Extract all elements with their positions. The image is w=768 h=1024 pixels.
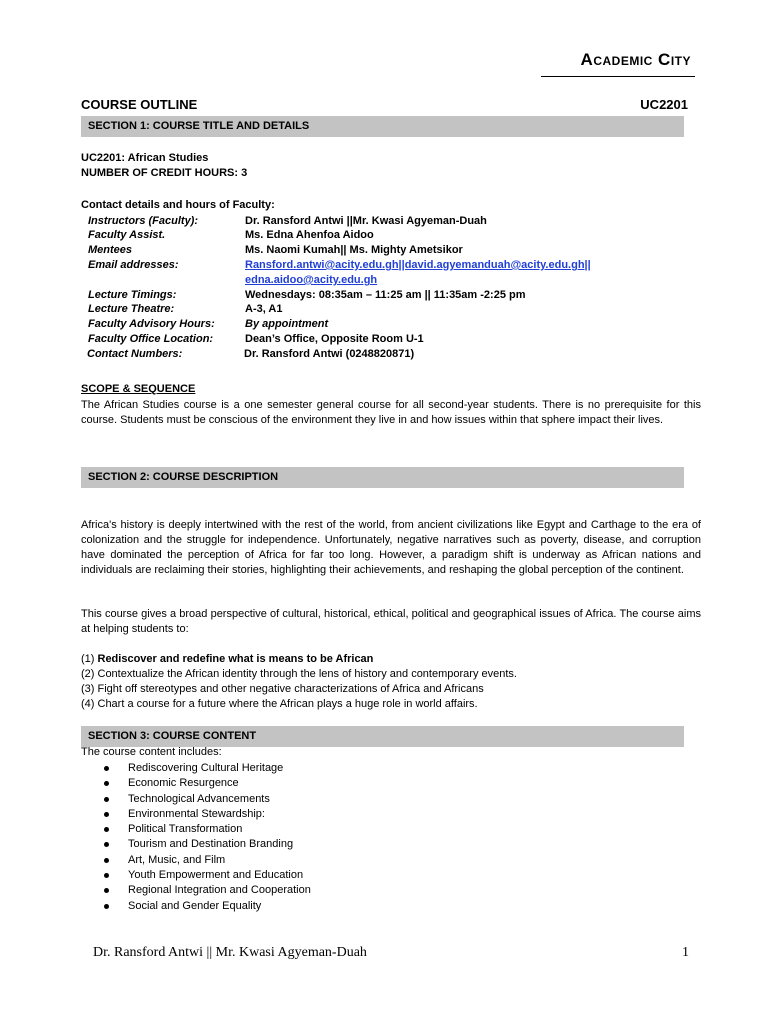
objective-item: (3) Fight off stereotypes and other negative characterizations of Africa and Africans: [81, 683, 484, 695]
bullet-icon: [104, 781, 109, 786]
list-item-text: Tourism and Destination Branding: [128, 838, 294, 851]
faculty-value: Dean’s Office, Opposite Room U-1: [245, 333, 424, 345]
faculty-row: [88, 243, 688, 258]
objectives-list: [81, 652, 701, 712]
title-row: [81, 97, 688, 113]
faculty-label: Instructors (Faculty):: [88, 215, 199, 227]
objective-item: (2) Contextualize the African identity through the lens of history and contemporary events.: [81, 668, 517, 680]
faculty-value: A-3, A1: [245, 303, 283, 315]
list-item: [104, 807, 504, 822]
objective-text: Rediscover and redefine what is means to be African: [97, 653, 374, 665]
bullet-icon: [104, 842, 109, 847]
bullet-icon: [104, 858, 109, 863]
bullet-icon: [104, 766, 109, 771]
objective-item: [81, 652, 701, 667]
contact-heading: Contact details and hours of Faculty:: [81, 199, 275, 211]
bullet-icon: [104, 888, 109, 893]
footer-authors: Dr. Ransford Antwi || Mr. Kwasi Agyeman-Duah: [93, 945, 367, 960]
course-content-list: [104, 761, 504, 914]
list-item-text: Social and Gender Equality: [128, 899, 262, 912]
list-item: [104, 792, 504, 807]
faculty-label: Faculty Assist.: [88, 229, 166, 241]
email-link[interactable]: Ransford.antwi@acity.edu.gh||david.agyemanduah@acity.edu.gh||: [245, 259, 591, 271]
bullet-icon: [104, 797, 109, 802]
bullet-icon: [104, 904, 109, 909]
list-item: [104, 822, 504, 837]
list-item: [104, 776, 504, 791]
faculty-label: Lecture Timings:: [88, 289, 177, 301]
faculty-label: Contact Numbers:: [87, 348, 183, 360]
faculty-row: [88, 332, 688, 347]
page-title: COURSE OUTLINE: [81, 97, 198, 112]
list-item-text: Youth Empowerment and Education: [128, 869, 304, 882]
list-item: [104, 868, 504, 883]
list-item: [104, 761, 504, 776]
faculty-row: [88, 228, 688, 243]
brand-underline: [541, 76, 695, 77]
objective-number: (1): [81, 653, 98, 665]
list-item: [104, 837, 504, 852]
faculty-value: Ms. Edna Ahenfoa Aidoo: [245, 229, 374, 241]
list-item: [104, 883, 504, 898]
section-3-heading: SECTION 3: COURSE CONTENT: [81, 726, 684, 747]
course-code: UC2201: [640, 97, 688, 112]
faculty-row: [88, 317, 688, 332]
description-paragraph-1: Africa's history is deeply intertwined with the rest of the world, from ancient civilizations like Egypt and Carthage to the era of colonization and the struggle for independence. Unfortunately, negative narratives such as poverty, disease, and corruption have dominated the perception of Africa for far too long. However, a paradigm shift is underway as African nations and individuals are reclaiming their stories, highlighting their achievements, and reshaping the global perception of the continent.: [81, 519, 701, 576]
objective-item: (4) Chart a course for a future where the African plays a huge role in world affairs.: [81, 698, 478, 710]
list-item-text: Economic Resurgence: [128, 777, 239, 790]
scope-paragraph: The African Studies course is a one semester general course for all second-year students. There is no prerequisite for this course. Students must be conscious of the environment they live in and how issues within that sphere impact their lives.: [81, 399, 701, 426]
list-item-text: Technological Advancements: [128, 792, 270, 805]
list-item: [104, 899, 504, 914]
list-item-text: Regional Integration and Cooperation: [128, 884, 311, 897]
faculty-value: By appointment: [245, 318, 329, 330]
brand-logo-text: Academic City: [580, 50, 691, 69]
faculty-label: Mentees: [88, 244, 133, 256]
course-details: [81, 151, 701, 181]
section-1-heading: SECTION 1: COURSE TITLE AND DETAILS: [81, 116, 684, 137]
course-name: UC2201: African Studies: [81, 152, 209, 164]
faculty-label: Faculty Advisory Hours:: [88, 318, 215, 330]
section-2-heading: SECTION 2: COURSE DESCRIPTION: [81, 467, 684, 488]
faculty-value: Ms. Naomi Kumah|| Ms. Mighty Ametsikor: [245, 244, 463, 256]
faculty-label: Lecture Theatre:: [88, 303, 175, 315]
list-item-text: Art, Music, and Film: [128, 853, 226, 866]
faculty-row: [88, 302, 688, 317]
scope-heading: SCOPE & SEQUENCE: [81, 383, 196, 395]
faculty-row: [88, 288, 688, 303]
page-number: 1: [682, 945, 689, 960]
bullet-icon: [104, 812, 109, 817]
list-item-text: Political Transformation: [128, 823, 243, 836]
description-paragraph-2: This course gives a broad perspective of cultural, historical, ethical, political and geographical issues of Africa. The course aims at helping students to:: [81, 608, 701, 635]
list-item-text: Rediscovering Cultural Heritage: [128, 762, 284, 774]
faculty-label: Email addresses:: [88, 259, 179, 271]
faculty-label: Faculty Office Location:: [88, 333, 214, 345]
faculty-value: Dr. Ransford Antwi ||Mr. Kwasi Agyeman-Duah: [245, 215, 487, 227]
bullet-icon: [104, 873, 109, 878]
faculty-row: [87, 347, 687, 362]
email-link[interactable]: edna.aidoo@acity.edu.gh: [245, 274, 378, 286]
faculty-value: Wednesdays: 08:35am – 11:25 am || 11:35am -2:25 pm: [245, 289, 526, 301]
list-item-text: Environmental Stewardship:: [128, 807, 265, 820]
credit-hours: NUMBER OF CREDIT HOURS: 3: [81, 167, 248, 179]
faculty-row: [88, 214, 688, 229]
bullet-icon: [104, 827, 109, 832]
list-item: [104, 853, 504, 868]
faculty-row-email: [88, 258, 688, 288]
faculty-value: Dr. Ransford Antwi (0248820871): [244, 348, 415, 360]
content-intro: The course content includes:: [81, 746, 222, 758]
